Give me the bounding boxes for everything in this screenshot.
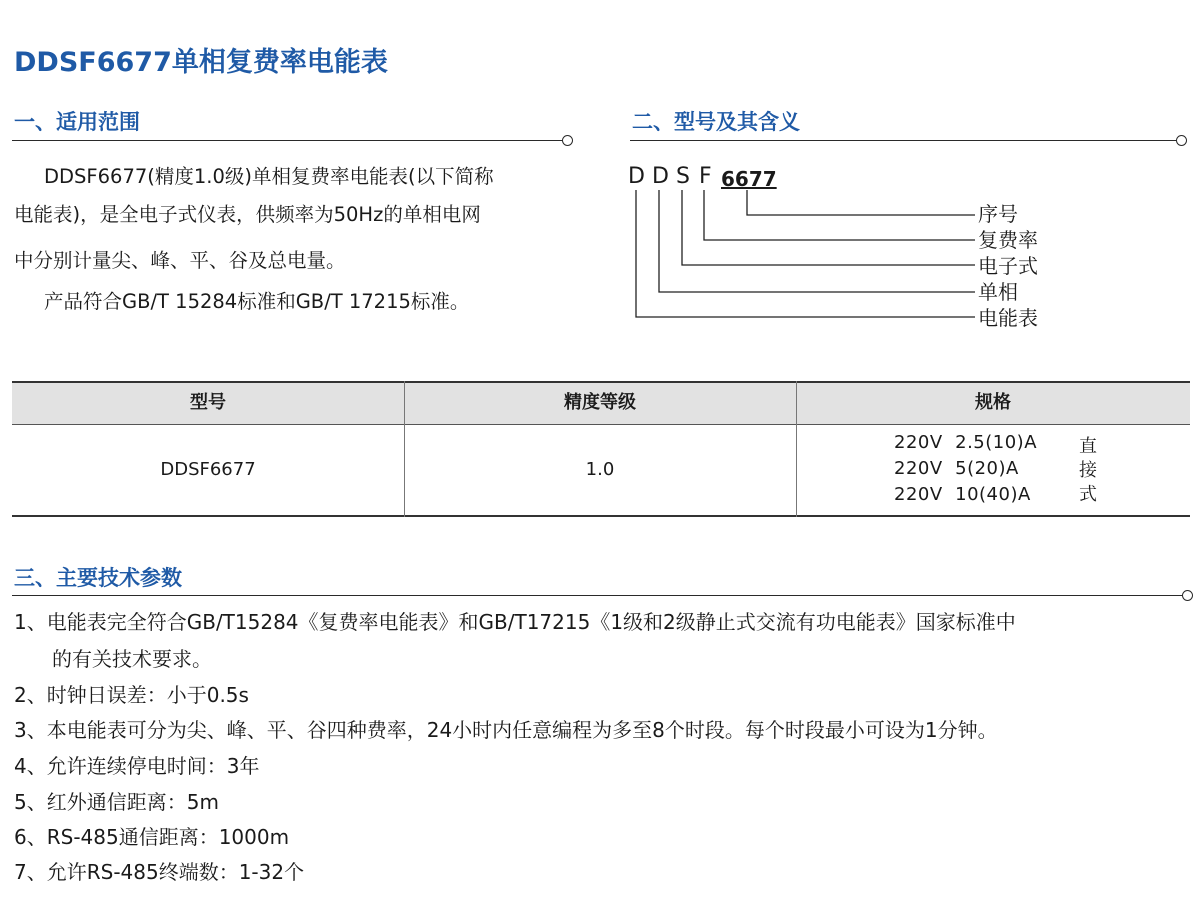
- section-heading-scope: 一、适用范围: [14, 110, 140, 134]
- header-spec: 规格: [975, 392, 1011, 413]
- param-item-3: 3、本电能表可分为尖、峰、平、谷四种费率，24小时内任意编程为多至8个时段。每个时段最小可设为1分钟。: [14, 718, 998, 742]
- model-label-single-phase: 单相: [978, 280, 1018, 304]
- cell-model: DDSF6677: [160, 459, 256, 480]
- model-label-serial: 序号: [978, 202, 1018, 226]
- page-title: DDSF6677单相复费率电能表: [14, 47, 388, 78]
- model-label-electronic: 电子式: [978, 254, 1038, 278]
- scope-line-4: 产品符合GB/T 15284标准和GB/T 17215标准。: [44, 290, 470, 313]
- scope-line-3: 中分别计量尖、峰、平、谷及总电量。: [14, 249, 346, 272]
- bracket-line-electronic: [682, 190, 975, 265]
- section-heading-model: 二、型号及其含义: [632, 110, 800, 134]
- divider-end-circle: [1182, 590, 1193, 601]
- cell-specs: [894, 430, 1037, 508]
- model-letter-d1: D: [628, 164, 645, 189]
- model-bracket-lines: [620, 185, 980, 325]
- divider-end-circle: [1176, 135, 1187, 146]
- table-bottom-border: [12, 515, 1190, 517]
- section-heading-params: 三、主要技术参数: [14, 566, 182, 590]
- bracket-line-single-phase: [659, 190, 975, 292]
- bracket-line-meter: [636, 190, 975, 317]
- connection-char-2: 接: [1079, 460, 1097, 481]
- spec-line-2: 220V 5(20)A: [894, 458, 1019, 479]
- model-letter-f: F: [699, 164, 712, 189]
- scope-line-2: 电能表)，是全电子式仪表，供频率为50Hz的单相电网: [14, 203, 481, 226]
- param-item-5: 5、红外通信距离：5m: [14, 790, 219, 814]
- header-accuracy: 精度等级: [564, 392, 636, 413]
- param-item-6: 6、RS-485通信距离：1000m: [14, 825, 290, 849]
- bracket-line-serial: [747, 190, 975, 215]
- connection-char-3: 式: [1079, 484, 1097, 505]
- cell-connection-type: [1077, 435, 1099, 507]
- divider: [12, 140, 564, 141]
- cell-accuracy: 1.0: [585, 459, 615, 480]
- model-label-multirate: 复费率: [978, 228, 1038, 252]
- spec-line-1: 220V 2.5(10)A: [894, 432, 1038, 453]
- param-item-7: 7、允许RS-485终端数：1-32个: [14, 860, 305, 884]
- spec-table: [12, 381, 1190, 517]
- divider-end-circle: [562, 135, 573, 146]
- model-number: 6677: [721, 167, 777, 191]
- scope-line-1: DDSF6677(精度1.0级)单相复费率电能表(以下简称: [44, 165, 494, 188]
- param-item-4: 4、允许连续停电时间：3年: [14, 754, 260, 778]
- param-item-1-cont: 的有关技术要求。: [52, 647, 212, 671]
- header-model: 型号: [190, 392, 226, 413]
- divider: [630, 140, 1178, 141]
- param-item-2: 2、时钟日误差：小于0.5s: [14, 683, 249, 707]
- connection-char-1: 直: [1079, 436, 1097, 457]
- param-item-1: 1、电能表完全符合GB/T15284《复费率电能表》和GB/T17215《1级和2级静止式交流有功电能表》国家标准中: [14, 610, 1016, 634]
- model-label-meter: 电能表: [978, 306, 1038, 330]
- divider: [12, 595, 1184, 596]
- spec-line-3: 220V 10(40)A: [894, 484, 1031, 505]
- model-letter-d2: D: [652, 164, 669, 189]
- model-letter-s: S: [676, 164, 690, 189]
